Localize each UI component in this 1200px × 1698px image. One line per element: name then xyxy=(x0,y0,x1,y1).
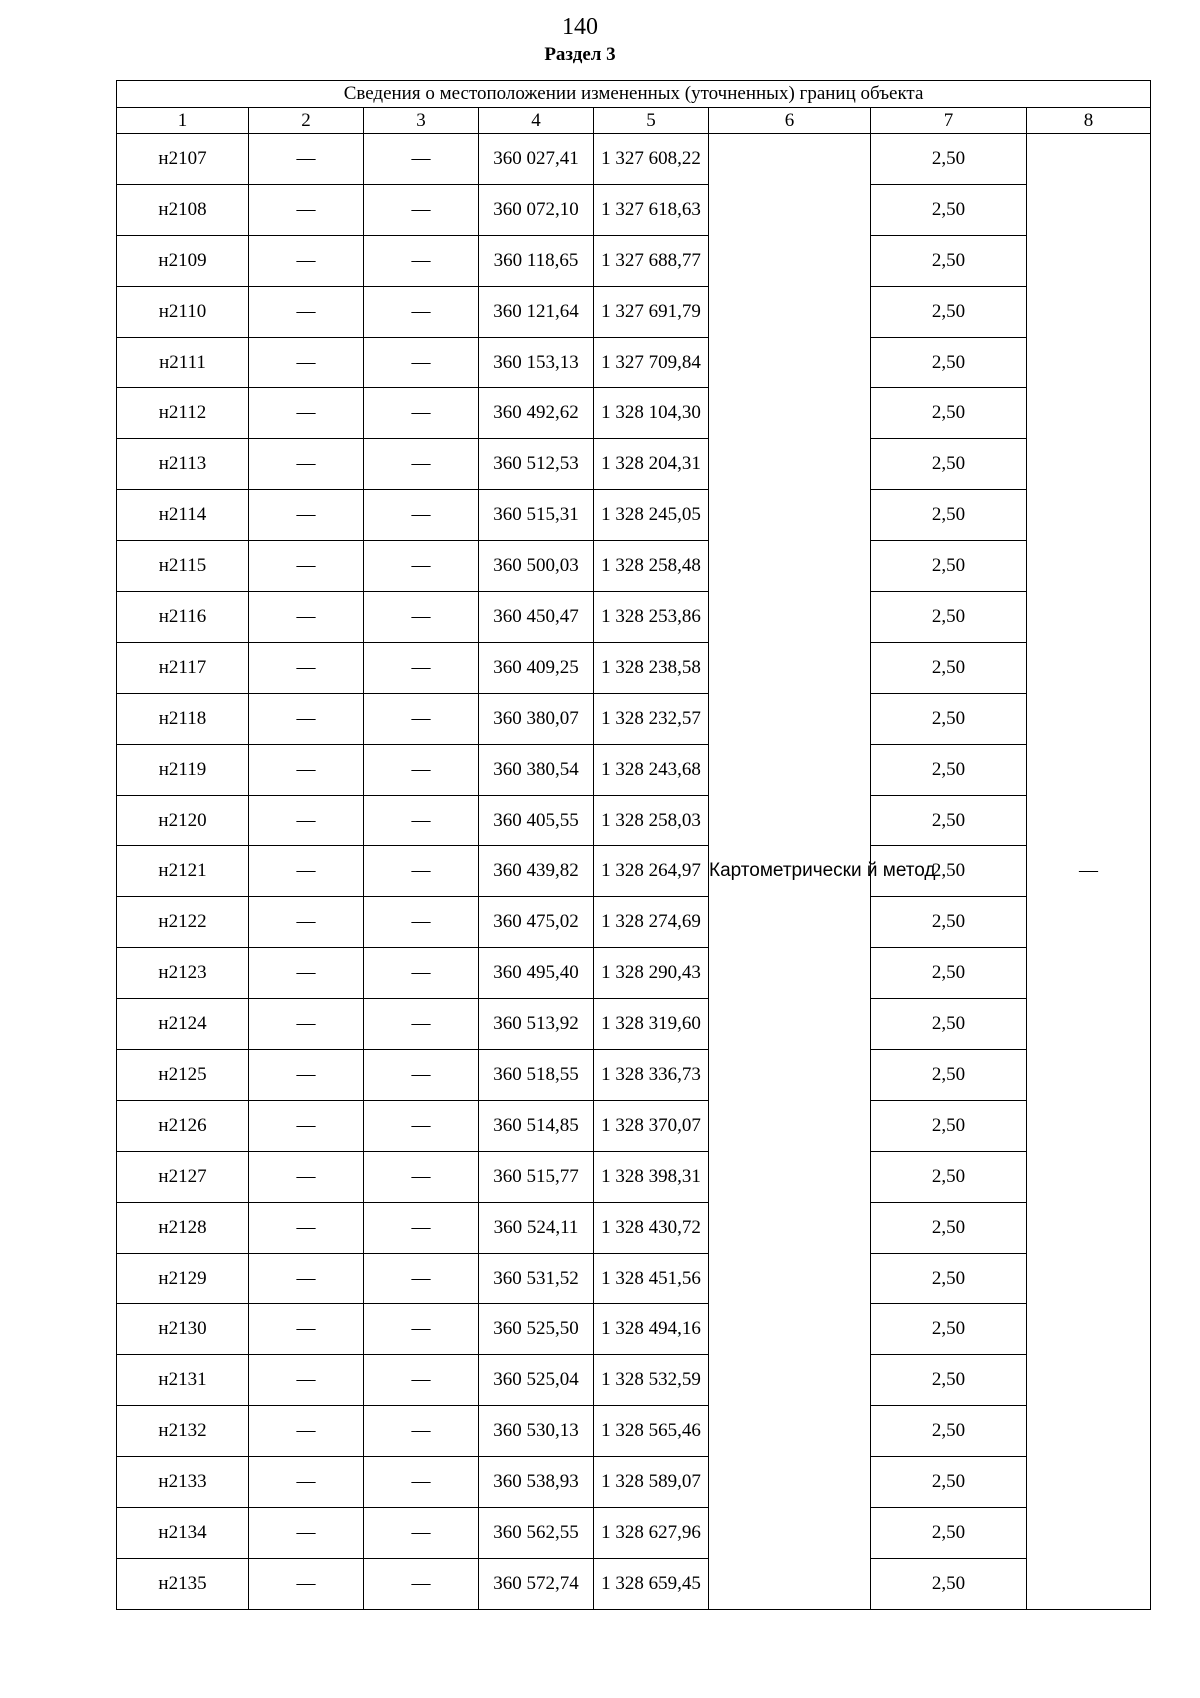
table-row xyxy=(117,1202,1151,1253)
y-coordinate-cell: 1 327 618,63 xyxy=(594,184,709,235)
accuracy-cell: 2,50 xyxy=(871,388,1027,439)
col2-dash-cell: — xyxy=(249,490,364,541)
accuracy-cell: 2,50 xyxy=(871,592,1027,643)
col3-dash-cell: — xyxy=(364,795,479,846)
point-number-cell: н2118 xyxy=(117,693,249,744)
point-number-cell: н2132 xyxy=(117,1406,249,1457)
y-coordinate-cell: 1 328 319,60 xyxy=(594,999,709,1050)
y-coordinate-cell: 1 328 430,72 xyxy=(594,1202,709,1253)
col3-dash-cell: — xyxy=(364,897,479,948)
y-coordinate-cell: 1 328 370,07 xyxy=(594,1100,709,1151)
point-number-cell: н2127 xyxy=(117,1151,249,1202)
accuracy-cell: 2,50 xyxy=(871,1202,1027,1253)
y-coordinate-cell: 1 328 627,96 xyxy=(594,1508,709,1559)
col3-dash-cell: — xyxy=(364,388,479,439)
table-caption: Сведения о местоположении измененных (уточненных) границ объекта xyxy=(117,81,1151,108)
col2-dash-cell: — xyxy=(249,1355,364,1406)
col2-dash-cell: — xyxy=(249,439,364,490)
col3-dash-cell: — xyxy=(364,948,479,999)
col3-dash-cell: — xyxy=(364,337,479,388)
col3-dash-cell: — xyxy=(364,1151,479,1202)
table-row xyxy=(117,541,1151,592)
col3-dash-cell: — xyxy=(364,134,479,185)
point-number-cell: н2112 xyxy=(117,388,249,439)
accuracy-cell: 2,50 xyxy=(871,897,1027,948)
col3-dash-cell: — xyxy=(364,1253,479,1304)
col2-dash-cell: — xyxy=(249,286,364,337)
table-row xyxy=(117,948,1151,999)
x-coordinate-cell: 360 512,53 xyxy=(479,439,594,490)
col2-dash-cell: — xyxy=(249,1457,364,1508)
col3-dash-cell: — xyxy=(364,744,479,795)
y-coordinate-cell: 1 328 589,07 xyxy=(594,1457,709,1508)
y-coordinate-cell: 1 328 264,97 xyxy=(594,846,709,897)
x-coordinate-cell: 360 450,47 xyxy=(479,592,594,643)
column-number-1: 1 xyxy=(117,108,249,134)
point-number-cell: н2133 xyxy=(117,1457,249,1508)
x-coordinate-cell: 360 153,13 xyxy=(479,337,594,388)
point-number-cell: н2122 xyxy=(117,897,249,948)
x-coordinate-cell: 360 492,62 xyxy=(479,388,594,439)
col3-dash-cell: — xyxy=(364,541,479,592)
accuracy-cell: 2,50 xyxy=(871,439,1027,490)
accuracy-cell: 2,50 xyxy=(871,1406,1027,1457)
col2-dash-cell: — xyxy=(249,642,364,693)
col2-dash-cell: — xyxy=(249,1253,364,1304)
accuracy-cell: 2,50 xyxy=(871,999,1027,1050)
col2-dash-cell: — xyxy=(249,592,364,643)
x-coordinate-cell: 360 518,55 xyxy=(479,1050,594,1101)
y-coordinate-cell: 1 328 243,68 xyxy=(594,744,709,795)
table-row xyxy=(117,184,1151,235)
table-row xyxy=(117,1253,1151,1304)
x-coordinate-cell: 360 380,54 xyxy=(479,744,594,795)
accuracy-cell: 2,50 xyxy=(871,134,1027,185)
x-coordinate-cell: 360 525,04 xyxy=(479,1355,594,1406)
y-coordinate-cell: 1 328 204,31 xyxy=(594,439,709,490)
point-number-cell: н2120 xyxy=(117,795,249,846)
point-number-cell: н2130 xyxy=(117,1304,249,1355)
col3-dash-cell: — xyxy=(364,1202,479,1253)
x-coordinate-cell: 360 072,10 xyxy=(479,184,594,235)
col3-dash-cell: — xyxy=(364,1304,479,1355)
y-coordinate-cell: 1 328 565,46 xyxy=(594,1406,709,1457)
table-row xyxy=(117,999,1151,1050)
x-coordinate-cell: 360 531,52 xyxy=(479,1253,594,1304)
col2-dash-cell: — xyxy=(249,388,364,439)
table-row xyxy=(117,846,1151,897)
col3-dash-cell: — xyxy=(364,999,479,1050)
col2-dash-cell: — xyxy=(249,948,364,999)
x-coordinate-cell: 360 530,13 xyxy=(479,1406,594,1457)
col3-dash-cell: — xyxy=(364,1100,479,1151)
table-row xyxy=(117,388,1151,439)
table-row xyxy=(117,490,1151,541)
table-row xyxy=(117,1050,1151,1101)
point-number-cell: н2109 xyxy=(117,235,249,286)
x-coordinate-cell: 360 514,85 xyxy=(479,1100,594,1151)
col3-dash-cell: — xyxy=(364,1050,479,1101)
col3-dash-cell: — xyxy=(364,439,479,490)
col3-dash-cell: — xyxy=(364,592,479,643)
table-row xyxy=(117,744,1151,795)
col2-dash-cell: — xyxy=(249,744,364,795)
x-coordinate-cell: 360 562,55 xyxy=(479,1508,594,1559)
table-row xyxy=(117,897,1151,948)
col3-dash-cell: — xyxy=(364,1558,479,1609)
x-coordinate-cell: 360 121,64 xyxy=(479,286,594,337)
point-number-cell: н2126 xyxy=(117,1100,249,1151)
y-coordinate-cell: 1 328 258,48 xyxy=(594,541,709,592)
table-row xyxy=(117,337,1151,388)
x-coordinate-cell: 360 439,82 xyxy=(479,846,594,897)
point-number-cell: н2108 xyxy=(117,184,249,235)
col2-dash-cell: — xyxy=(249,337,364,388)
x-coordinate-cell: 360 500,03 xyxy=(479,541,594,592)
y-coordinate-cell: 1 327 709,84 xyxy=(594,337,709,388)
y-coordinate-cell: 1 328 245,05 xyxy=(594,490,709,541)
column-number-6: 6 xyxy=(709,108,871,134)
point-number-cell: н2121 xyxy=(117,846,249,897)
x-coordinate-cell: 360 409,25 xyxy=(479,642,594,693)
accuracy-cell: 2,50 xyxy=(871,744,1027,795)
x-coordinate-cell: 360 524,11 xyxy=(479,1202,594,1253)
col2-dash-cell: — xyxy=(249,134,364,185)
accuracy-cell: 2,50 xyxy=(871,693,1027,744)
accuracy-cell: 2,50 xyxy=(871,1253,1027,1304)
y-coordinate-cell: 1 327 688,77 xyxy=(594,235,709,286)
col2-dash-cell: — xyxy=(249,1100,364,1151)
table-row xyxy=(117,1558,1151,1609)
col2-dash-cell: — xyxy=(249,1558,364,1609)
accuracy-cell: 2,50 xyxy=(871,337,1027,388)
point-number-cell: н2128 xyxy=(117,1202,249,1253)
col2-dash-cell: — xyxy=(249,693,364,744)
y-coordinate-cell: 1 328 290,43 xyxy=(594,948,709,999)
col3-dash-cell: — xyxy=(364,1355,479,1406)
point-number-cell: н2119 xyxy=(117,744,249,795)
point-number-cell: н2116 xyxy=(117,592,249,643)
column-number-7: 7 xyxy=(871,108,1027,134)
point-number-cell: н2111 xyxy=(117,337,249,388)
table-row xyxy=(117,592,1151,643)
y-coordinate-cell: 1 327 691,79 xyxy=(594,286,709,337)
x-coordinate-cell: 360 525,50 xyxy=(479,1304,594,1355)
point-number-cell: н2129 xyxy=(117,1253,249,1304)
col2-dash-cell: — xyxy=(249,1304,364,1355)
method-cell: Картометрически й метод xyxy=(709,134,871,1610)
point-number-cell: н2115 xyxy=(117,541,249,592)
x-coordinate-cell: 360 475,02 xyxy=(479,897,594,948)
table-row xyxy=(117,134,1151,185)
column-number-5: 5 xyxy=(594,108,709,134)
col2-dash-cell: — xyxy=(249,795,364,846)
table-row xyxy=(117,1100,1151,1151)
accuracy-cell: 2,50 xyxy=(871,1304,1027,1355)
x-coordinate-cell: 360 572,74 xyxy=(479,1558,594,1609)
col3-dash-cell: — xyxy=(364,642,479,693)
col2-dash-cell: — xyxy=(249,1050,364,1101)
y-coordinate-cell: 1 327 608,22 xyxy=(594,134,709,185)
x-coordinate-cell: 360 513,92 xyxy=(479,999,594,1050)
table-row xyxy=(117,1304,1151,1355)
point-number-cell: н2117 xyxy=(117,642,249,693)
table-row xyxy=(117,693,1151,744)
table-row xyxy=(117,286,1151,337)
y-coordinate-cell: 1 328 336,73 xyxy=(594,1050,709,1101)
point-number-cell: н2135 xyxy=(117,1558,249,1609)
y-coordinate-cell: 1 328 532,59 xyxy=(594,1355,709,1406)
col3-dash-cell: — xyxy=(364,1457,479,1508)
y-coordinate-cell: 1 328 258,03 xyxy=(594,795,709,846)
col2-dash-cell: — xyxy=(249,1508,364,1559)
accuracy-cell: 2,50 xyxy=(871,1457,1027,1508)
accuracy-cell: 2,50 xyxy=(871,1050,1027,1101)
col3-dash-cell: — xyxy=(364,1406,479,1457)
col2-dash-cell: — xyxy=(249,999,364,1050)
x-coordinate-cell: 360 405,55 xyxy=(479,795,594,846)
y-coordinate-cell: 1 328 253,86 xyxy=(594,592,709,643)
col3-dash-cell: — xyxy=(364,184,479,235)
col3-dash-cell: — xyxy=(364,235,479,286)
col3-dash-cell: — xyxy=(364,693,479,744)
table-row xyxy=(117,1406,1151,1457)
col2-dash-cell: — xyxy=(249,846,364,897)
y-coordinate-cell: 1 328 104,30 xyxy=(594,388,709,439)
col3-dash-cell: — xyxy=(364,286,479,337)
col3-dash-cell: — xyxy=(364,490,479,541)
point-number-cell: н2113 xyxy=(117,439,249,490)
accuracy-cell: 2,50 xyxy=(871,1508,1027,1559)
accuracy-cell: 2,50 xyxy=(871,541,1027,592)
point-number-cell: н2125 xyxy=(117,1050,249,1101)
y-coordinate-cell: 1 328 274,69 xyxy=(594,897,709,948)
table-row xyxy=(117,235,1151,286)
accuracy-cell: 2,50 xyxy=(871,795,1027,846)
point-number-cell: н2134 xyxy=(117,1508,249,1559)
accuracy-cell: 2,50 xyxy=(871,235,1027,286)
point-number-cell: н2110 xyxy=(117,286,249,337)
point-number-cell: н2123 xyxy=(117,948,249,999)
point-number-cell: н2131 xyxy=(117,1355,249,1406)
table-row xyxy=(117,1151,1151,1202)
col2-dash-cell: — xyxy=(249,235,364,286)
table-row xyxy=(117,1355,1151,1406)
column-number-2: 2 xyxy=(249,108,364,134)
accuracy-cell: 2,50 xyxy=(871,642,1027,693)
point-number-cell: н2107 xyxy=(117,134,249,185)
column-number-8: 8 xyxy=(1027,108,1151,134)
col2-dash-cell: — xyxy=(249,184,364,235)
x-coordinate-cell: 360 515,77 xyxy=(479,1151,594,1202)
boundary-coordinates-table xyxy=(116,80,1151,1610)
accuracy-cell: 2,50 xyxy=(871,1355,1027,1406)
col3-dash-cell: — xyxy=(364,846,479,897)
note-cell: — xyxy=(1027,134,1151,1610)
y-coordinate-cell: 1 328 398,31 xyxy=(594,1151,709,1202)
table-row xyxy=(117,439,1151,490)
y-coordinate-cell: 1 328 451,56 xyxy=(594,1253,709,1304)
y-coordinate-cell: 1 328 232,57 xyxy=(594,693,709,744)
table-row xyxy=(117,795,1151,846)
accuracy-cell: 2,50 xyxy=(871,1558,1027,1609)
col2-dash-cell: — xyxy=(249,897,364,948)
table-body xyxy=(117,134,1151,1610)
x-coordinate-cell: 360 495,40 xyxy=(479,948,594,999)
col2-dash-cell: — xyxy=(249,1151,364,1202)
y-coordinate-cell: 1 328 238,58 xyxy=(594,642,709,693)
accuracy-cell: 2,50 xyxy=(871,846,1027,897)
accuracy-cell: 2,50 xyxy=(871,490,1027,541)
col2-dash-cell: — xyxy=(249,541,364,592)
table-row xyxy=(117,1457,1151,1508)
x-coordinate-cell: 360 515,31 xyxy=(479,490,594,541)
col3-dash-cell: — xyxy=(364,1508,479,1559)
column-number-3: 3 xyxy=(364,108,479,134)
accuracy-cell: 2,50 xyxy=(871,184,1027,235)
x-coordinate-cell: 360 118,65 xyxy=(479,235,594,286)
column-number-row xyxy=(117,108,1151,134)
point-number-cell: н2114 xyxy=(117,490,249,541)
accuracy-cell: 2,50 xyxy=(871,1100,1027,1151)
col2-dash-cell: — xyxy=(249,1406,364,1457)
section-title: Раздел 3 xyxy=(544,44,616,65)
page-number: 140 xyxy=(562,14,598,40)
x-coordinate-cell: 360 538,93 xyxy=(479,1457,594,1508)
accuracy-cell: 2,50 xyxy=(871,1151,1027,1202)
col2-dash-cell: — xyxy=(249,1202,364,1253)
y-coordinate-cell: 1 328 659,45 xyxy=(594,1558,709,1609)
table-row xyxy=(117,1508,1151,1559)
point-number-cell: н2124 xyxy=(117,999,249,1050)
accuracy-cell: 2,50 xyxy=(871,948,1027,999)
table-row xyxy=(117,642,1151,693)
accuracy-cell: 2,50 xyxy=(871,286,1027,337)
column-number-4: 4 xyxy=(479,108,594,134)
y-coordinate-cell: 1 328 494,16 xyxy=(594,1304,709,1355)
x-coordinate-cell: 360 027,41 xyxy=(479,134,594,185)
x-coordinate-cell: 360 380,07 xyxy=(479,693,594,744)
